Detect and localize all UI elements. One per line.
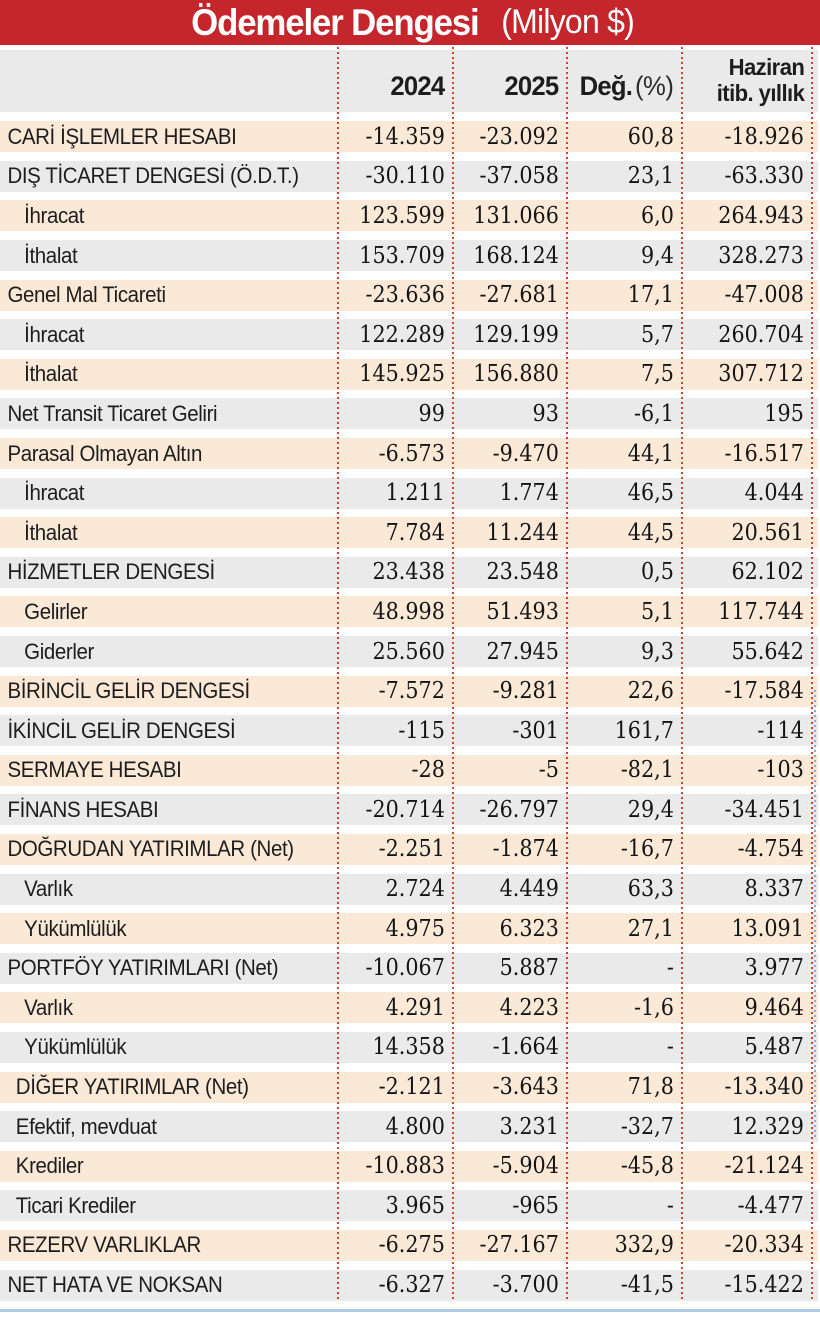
value-2024: 99: [418, 400, 445, 427]
value-2025: -23.092: [479, 123, 559, 150]
value-2024: 14.358: [372, 1034, 445, 1061]
value-yearly: 20.561: [731, 519, 804, 546]
table-row: [0, 315, 818, 355]
value-2025: 1.774: [499, 480, 559, 507]
table-row: [0, 513, 818, 553]
value-change-pct: 7,5: [640, 361, 674, 388]
row-label: Varlık: [24, 994, 73, 1020]
value-2025: -26.797: [479, 796, 559, 823]
value-change-pct: -: [666, 955, 674, 982]
value-yearly: -63.330: [724, 163, 804, 190]
row-label: DİĞER YATIRIMLAR (Net): [15, 1074, 249, 1100]
table-row: [0, 592, 818, 632]
page-title: Ödemeler Dengesi: [191, 1, 479, 43]
row-label: İKİNCİL GELİR DENGESİ: [7, 717, 236, 743]
value-yearly: 307.712: [718, 361, 804, 388]
value-2024: -10.883: [365, 1153, 445, 1180]
value-2025: -9.281: [492, 678, 559, 705]
table-row: [0, 157, 818, 197]
row-label: CARİ İŞLEMLER HESABI: [7, 123, 237, 149]
value-yearly: -15.422: [724, 1272, 804, 1299]
table-row: [0, 711, 818, 751]
value-yearly: 9.464: [744, 994, 804, 1021]
value-change-pct: -16,7: [620, 836, 674, 863]
value-yearly: 55.642: [731, 638, 804, 665]
balance-table: [0, 45, 820, 1305]
value-yearly: -13.340: [724, 1074, 804, 1101]
value-change-pct: 29,4: [627, 796, 674, 823]
row-label: DIŞ TİCARET DENGESİ (Ö.D.T.): [7, 163, 299, 189]
value-change-pct: 22,6: [627, 678, 674, 705]
row-label: DOĞRUDAN YATIRIMLAR (Net): [7, 836, 294, 862]
value-yearly: -34.451: [724, 796, 804, 823]
value-change-pct: 332,9: [614, 1232, 674, 1259]
table-row: [0, 790, 818, 830]
value-2025: -5.904: [492, 1153, 559, 1180]
value-2024: 7.784: [385, 519, 445, 546]
value-change-pct: -41,5: [620, 1272, 674, 1299]
row-label: Ticari Krediler: [15, 1192, 136, 1218]
value-change-pct: 71,8: [627, 1074, 674, 1101]
value-2024: 2.724: [385, 876, 445, 903]
value-yearly: 195: [764, 400, 804, 427]
value-yearly: 13.091: [731, 915, 804, 942]
value-2024: 25.560: [372, 638, 445, 665]
value-2024: -14.359: [365, 123, 445, 150]
value-2024: -23.636: [365, 282, 445, 309]
value-2025: -301: [512, 717, 559, 744]
value-yearly: 4.044: [744, 480, 804, 507]
table-row: [0, 1265, 818, 1305]
value-yearly: -4.754: [737, 836, 804, 863]
value-2025: 6.323: [499, 915, 559, 942]
row-label: Yükümlülük: [24, 915, 127, 941]
value-yearly: -47.008: [724, 282, 804, 309]
column-separator-dotted-line: [566, 47, 568, 1299]
table-row: [0, 830, 818, 870]
row-label: Parasal Olmayan Altın: [7, 440, 203, 466]
value-2025: 5.887: [499, 955, 559, 982]
value-2025: -37.058: [479, 163, 559, 190]
column-header-change: [573, 61, 682, 102]
value-2025: -1.664: [492, 1034, 559, 1061]
table-row: [0, 1107, 818, 1147]
value-change-pct: -6,1: [633, 400, 674, 427]
value-2025: 93: [532, 400, 559, 427]
value-2025: -1.874: [492, 836, 559, 863]
table-row: [0, 632, 818, 672]
row-label: İthalat: [24, 242, 78, 268]
value-change-pct: 27,1: [627, 915, 674, 942]
row-label: NET HATA VE NOKSAN: [7, 1272, 223, 1298]
right-edge-blue-line: [814, 690, 816, 1140]
table-row: [0, 948, 818, 988]
table-row: [0, 355, 818, 395]
value-2024: 3.965: [385, 1192, 445, 1219]
bottom-border-line: [0, 1309, 820, 1312]
column-header-2025: 2025: [504, 70, 559, 101]
value-2024: 48.998: [372, 598, 445, 625]
value-2025: -27.681: [479, 282, 559, 309]
value-2025: -3.643: [492, 1074, 559, 1101]
title-unit: (Milyon $): [500, 3, 634, 41]
value-2024: -7.572: [378, 678, 445, 705]
value-change-pct: 5,7: [640, 321, 674, 348]
table-row: [0, 909, 818, 949]
value-2024: 4.975: [385, 915, 445, 942]
table-row: [0, 988, 818, 1028]
value-yearly: -103: [757, 757, 804, 784]
value-change-pct: 9,3: [640, 638, 674, 665]
table-row: [0, 1146, 818, 1186]
row-label: Genel Mal Ticareti: [7, 282, 166, 308]
table-row: [0, 196, 818, 236]
value-2024: -30.110: [365, 163, 445, 190]
value-2025: 129.199: [473, 321, 559, 348]
table-row: [0, 117, 818, 157]
value-2024: -2.121: [378, 1074, 445, 1101]
value-yearly: -4.477: [737, 1192, 804, 1219]
value-2025: -965: [512, 1192, 559, 1219]
title-band: [0, 0, 820, 45]
table-row: [0, 671, 818, 711]
value-yearly: 264.943: [718, 202, 804, 229]
column-header-change-unit: (%): [634, 70, 674, 101]
row-label: BİRİNCİL GELİR DENGESİ: [7, 678, 250, 704]
table-right-dotted-line: [811, 47, 813, 1299]
row-label: İhracat: [24, 321, 85, 347]
row-label: FİNANS HESABI: [7, 796, 159, 822]
value-2024: -115: [398, 717, 445, 744]
row-label: Varlık: [24, 876, 73, 902]
table-body: [0, 117, 820, 1305]
value-2025: 23.548: [486, 559, 559, 586]
value-2024: 1.211: [385, 480, 445, 507]
value-2024: -20.714: [365, 796, 445, 823]
row-label: İhracat: [24, 480, 85, 506]
value-change-pct: 6,0: [640, 202, 674, 229]
value-change-pct: -82,1: [620, 757, 674, 784]
value-yearly: 117.744: [718, 598, 804, 625]
row-label: REZERV VARLIKLAR: [7, 1232, 201, 1258]
value-yearly: -18.926: [724, 123, 804, 150]
value-2025: 11.244: [486, 519, 559, 546]
value-change-pct: 60,8: [627, 123, 674, 150]
value-yearly: 260.704: [718, 321, 804, 348]
value-2025: 3.231: [499, 1113, 559, 1140]
value-2024: -10.067: [365, 955, 445, 982]
value-change-pct: -: [666, 1192, 674, 1219]
value-2024: 23.438: [372, 559, 445, 586]
column-separator-dotted-line: [337, 47, 339, 1299]
value-yearly: 12.329: [731, 1113, 804, 1140]
table-row: [0, 394, 818, 434]
value-change-pct: 5,1: [640, 598, 674, 625]
row-label: Gelirler: [24, 598, 88, 624]
value-yearly: 3.977: [744, 955, 804, 982]
value-2025: -3.700: [492, 1272, 559, 1299]
value-change-pct: -1,6: [633, 994, 674, 1021]
value-2024: -28: [411, 757, 445, 784]
table-row: [0, 1186, 818, 1226]
value-change-pct: 46,5: [627, 480, 674, 507]
value-2024: 145.925: [359, 361, 445, 388]
value-change-pct: 44,5: [627, 519, 674, 546]
value-2025: 131.066: [473, 202, 559, 229]
column-header-yearly: [687, 55, 812, 107]
column-header-2024: 2024: [390, 70, 445, 101]
value-2025: 4.223: [499, 994, 559, 1021]
value-2025: -5: [538, 757, 559, 784]
table-row: [0, 275, 818, 315]
value-2025: 168.124: [473, 242, 559, 269]
table-row: [0, 1067, 818, 1107]
value-change-pct: 161,7: [614, 717, 674, 744]
value-2024: 153.709: [359, 242, 445, 269]
table-row: [0, 236, 818, 276]
column-header-change-label: Değ.: [579, 70, 633, 101]
table-header-row: [0, 45, 818, 117]
value-yearly: -16.517: [724, 440, 804, 467]
value-change-pct: -32,7: [620, 1113, 674, 1140]
value-yearly: 8.337: [744, 876, 804, 903]
value-yearly: 62.102: [731, 559, 804, 586]
row-label: Giderler: [24, 638, 94, 664]
row-label: İthalat: [24, 519, 78, 545]
row-label: İthalat: [24, 361, 78, 387]
row-label: Net Transit Ticaret Geliri: [7, 400, 218, 426]
table-row: [0, 869, 818, 909]
value-2025: 27.945: [486, 638, 559, 665]
row-label: İhracat: [24, 202, 85, 228]
table-row: [0, 553, 818, 593]
table-row: [0, 1028, 818, 1068]
value-change-pct: -45,8: [620, 1153, 674, 1180]
value-yearly: 5.487: [744, 1034, 804, 1061]
value-2025: -27.167: [479, 1232, 559, 1259]
value-2024: -2.251: [378, 836, 445, 863]
value-2025: 51.493: [486, 598, 559, 625]
value-2025: 4.449: [499, 876, 559, 903]
row-label: Yükümlülük: [24, 1034, 127, 1060]
column-header-yearly-line1: Haziran: [728, 54, 805, 81]
value-2024: -6.327: [378, 1272, 445, 1299]
value-2024: 4.800: [385, 1113, 445, 1140]
value-2024: 122.289: [359, 321, 445, 348]
row-label: Krediler: [15, 1153, 84, 1179]
value-yearly: -21.124: [724, 1153, 804, 1180]
value-2024: -6.275: [378, 1232, 445, 1259]
column-separator-dotted-line: [681, 47, 683, 1299]
value-2024: 4.291: [385, 994, 445, 1021]
value-change-pct: 44,1: [627, 440, 674, 467]
row-label: HİZMETLER DENGESİ: [7, 559, 215, 585]
value-yearly: -17.584: [724, 678, 804, 705]
value-change-pct: 23,1: [627, 163, 674, 190]
value-change-pct: -: [666, 1034, 674, 1061]
value-2024: 123.599: [359, 202, 445, 229]
column-header-yearly-line2: itib. yıllık: [716, 80, 805, 106]
row-label: Efektif, mevduat: [15, 1113, 157, 1139]
column-separator-dotted-line: [452, 47, 454, 1299]
row-label: PORTFÖY YATIRIMLARI (Net): [7, 955, 279, 981]
value-2025: -9.470: [492, 440, 559, 467]
value-2024: -6.573: [378, 440, 445, 467]
value-change-pct: 17,1: [627, 282, 674, 309]
table-row: [0, 434, 818, 474]
row-label: SERMAYE HESABI: [7, 757, 182, 783]
value-change-pct: 9,4: [640, 242, 674, 269]
value-yearly: -114: [757, 717, 804, 744]
table-row: [0, 751, 818, 791]
value-yearly: -20.334: [724, 1232, 804, 1259]
value-change-pct: 63,3: [627, 876, 674, 903]
value-change-pct: 0,5: [640, 559, 674, 586]
table-row: [0, 473, 818, 513]
value-yearly: 328.273: [718, 242, 804, 269]
table-row: [0, 1226, 818, 1266]
value-2025: 156.880: [473, 361, 559, 388]
